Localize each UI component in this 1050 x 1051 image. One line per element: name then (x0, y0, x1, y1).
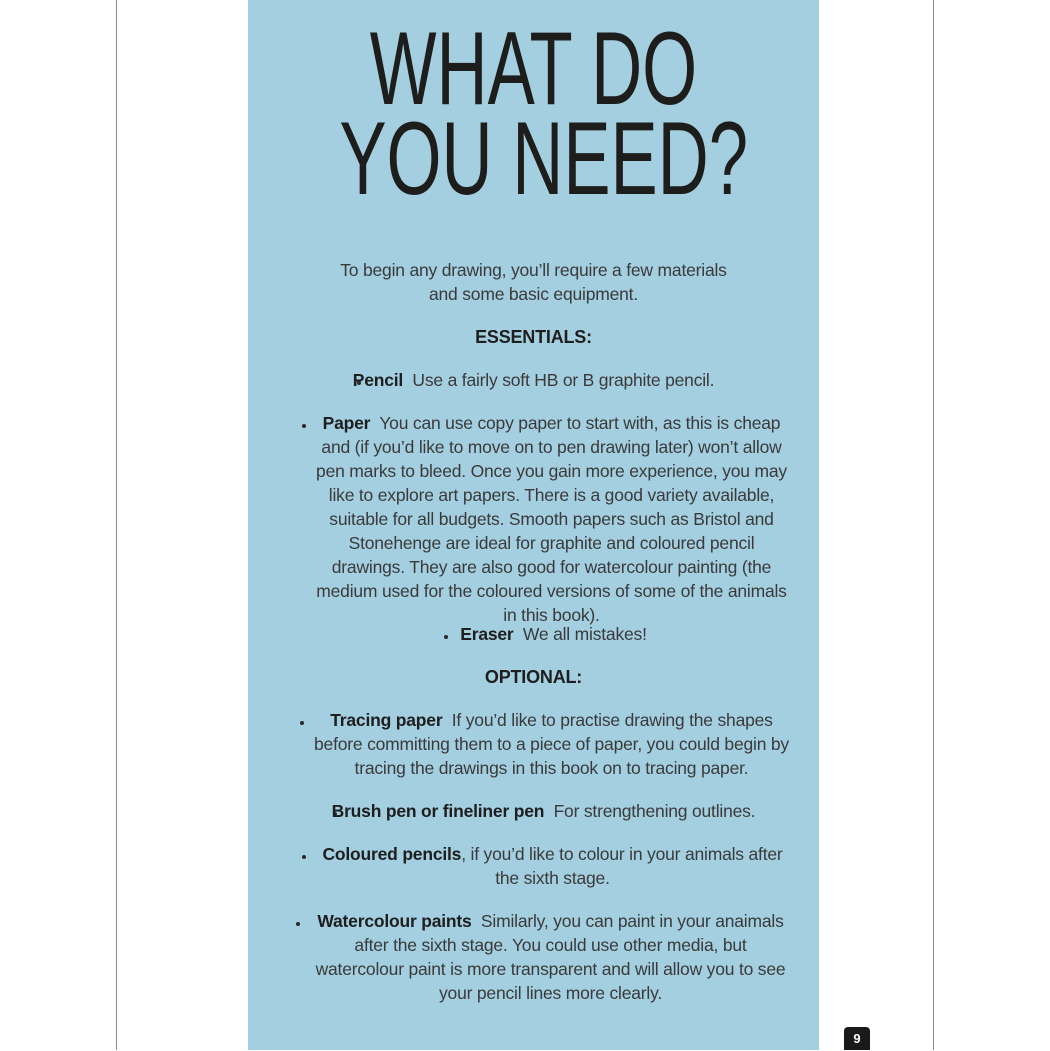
item-coloured-pencils (248, 842, 819, 890)
item-tracing-paper (248, 708, 819, 780)
intro-paragraph: To begin any drawing, you’ll require a few materials and some basic equipment. (340, 260, 727, 304)
page-title-line-1: WHAT DO (369, 11, 698, 127)
item-paper-name: Paper (322, 413, 371, 433)
essentials-heading: ESSENTIALS: (475, 327, 592, 347)
page-number: 9 (844, 1027, 870, 1050)
item-brush-pen-text: For strengthening outlines. (553, 801, 756, 821)
item-brush-pen-name: Brush pen or fineliner pen (331, 801, 545, 821)
item-coloured-pencils-name: Coloured pencils (322, 844, 462, 864)
item-pencil (248, 368, 819, 392)
item-eraser-text: We all mistakes! (522, 624, 647, 644)
item-eraser-name: Eraser (460, 624, 514, 644)
item-watercolour-paints (248, 909, 819, 1005)
item-brush-pen (248, 799, 819, 823)
item-watercolour-paints-name: Watercolour paints (317, 911, 472, 931)
item-eraser (248, 622, 819, 646)
item-pencil-name: Pencil (352, 370, 404, 390)
item-paper (248, 411, 819, 627)
item-tracing-paper-name: Tracing paper (330, 710, 443, 730)
blue-text-panel (248, 0, 819, 1050)
item-pencil-text: Use a fairly soft HB or B graphite pencil. (412, 370, 715, 390)
page-title (339, 11, 749, 217)
item-watercolour-paints-text: Similarly, you can paint in your anaimals after the sixth stage. You could use other media, but watercolour paint is more transparent and will allow you to see your pencil lines more clearly. (315, 911, 786, 1003)
item-paper-text: You can use copy paper to start with, as this is cheap and (if you’d like to move on to pen drawing later) won’t allow pen marks to bleed. Once you gain more experience, you may like to explore art papers. There is a good variety available, suitable for all budgets. Smooth papers such as Bristol and Stonehenge are ideal for graphite and coloured pencil drawings. They are also good for watercolour painting (the medium used for the coloured versions of some of the animals in this book). (316, 413, 787, 625)
item-coloured-pencils-text: , if you’d like to colour in your animals after the sixth stage. (461, 844, 783, 888)
page-title-line-2: YOU NEED? (339, 101, 749, 217)
item-tracing-paper-text: If you’d like to practise drawing the shapes before committing them to a piece of paper, you could begin by tracing the drawings in this book on to tracing paper. (314, 710, 789, 778)
optional-heading: OPTIONAL: (484, 667, 583, 687)
